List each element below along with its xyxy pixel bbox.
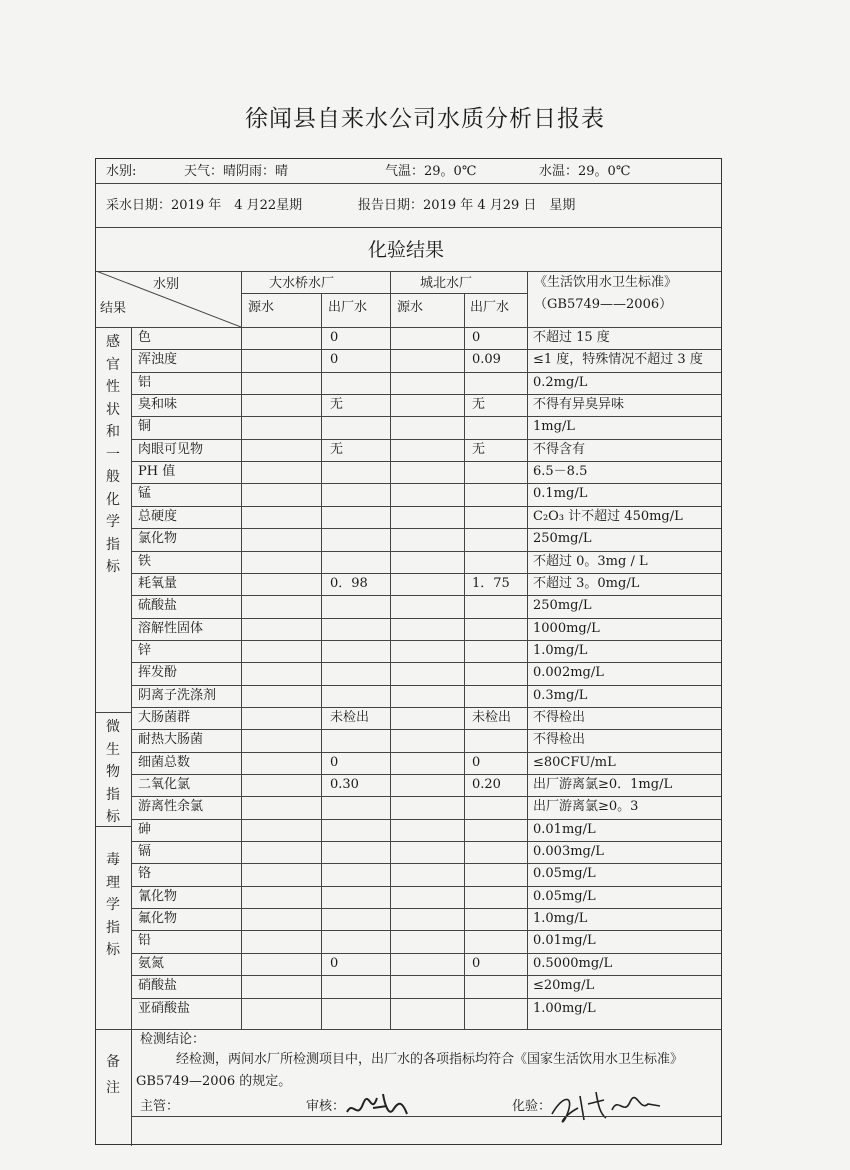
- cell-standard: 不超过 15 度: [533, 330, 610, 345]
- cell-standard: 0.05mg/L: [533, 866, 596, 882]
- divider: [96, 1029, 721, 1030]
- tester-label: 化验：: [512, 1099, 552, 1114]
- cell-item: 亚硝酸盐: [138, 1000, 191, 1016]
- row-divider: [131, 416, 721, 417]
- cell-p1-outlet: 未检出: [330, 709, 370, 725]
- cell-p2-outlet: 0: [472, 955, 481, 971]
- row-divider: [131, 372, 721, 373]
- reviewer-signature: [343, 1086, 413, 1126]
- cell-item: 硝酸盐: [138, 978, 178, 994]
- cell-standard: 出厂游离氯≥0．1mg/L: [533, 777, 673, 792]
- cell-item: 总硬度: [138, 508, 178, 524]
- row-divider: [131, 685, 721, 686]
- row-divider: [131, 774, 721, 775]
- cell-standard: ≤80CFU/mL: [533, 754, 616, 770]
- cell-standard: 0.5000mg/L: [533, 955, 613, 971]
- row-divider: [131, 640, 721, 641]
- cell-standard: 不得检出: [533, 732, 586, 748]
- group-label-sensory-chemical: 感官性状和一般化学指标: [106, 334, 120, 575]
- row-divider: [131, 841, 721, 842]
- cell-item: 色: [138, 330, 152, 345]
- weather-field: 天气：晴阴雨：晴: [184, 164, 289, 179]
- cell-item: 氨氮: [138, 955, 165, 971]
- row-divider: [131, 729, 721, 730]
- p1-outlet-header: 出厂水: [328, 300, 368, 315]
- divider: [96, 227, 721, 228]
- row-divider: [131, 908, 721, 909]
- row-divider: [131, 439, 721, 440]
- row-divider: [131, 506, 721, 507]
- row-divider: [131, 930, 721, 931]
- row-divider: [131, 953, 721, 954]
- cell-standard: 1.0mg/L: [533, 911, 588, 927]
- cell-standard: 1000mg/L: [533, 620, 600, 636]
- group-divider: [96, 712, 132, 713]
- cell-item: 耗氧量: [138, 575, 178, 591]
- cell-standard: 0.2mg/L: [533, 374, 588, 390]
- cell-standard: 0.003mg/L: [533, 844, 604, 860]
- column-line: [527, 271, 528, 1029]
- cell-standard: 0.01mg/L: [533, 933, 596, 949]
- cell-standard: 6.5－8.5: [533, 464, 588, 480]
- cell-standard: 1mg/L: [533, 419, 575, 435]
- standard-title: 《生活饮用水卫生标准》: [534, 275, 678, 290]
- row-divider: [131, 752, 721, 753]
- sampling-date: 采水日期：2019 年 4 月22星期: [106, 198, 303, 213]
- standard-code: （GB5749——2006）: [534, 297, 673, 312]
- p2-source-header: 源水: [397, 300, 424, 315]
- column-line: [321, 293, 322, 1029]
- reviewer-label: 审核：: [306, 1099, 346, 1114]
- cell-standard: 250mg/L: [533, 531, 592, 547]
- cell-standard: 不得检出: [533, 709, 586, 725]
- header-water-type: 水别: [153, 277, 180, 292]
- row-divider: [131, 461, 721, 462]
- cell-standard: 0.1mg/L: [533, 486, 588, 502]
- p1-source-header: 源水: [248, 300, 275, 315]
- row-divider: [131, 863, 721, 864]
- cell-p1-outlet: 无: [330, 441, 344, 457]
- row-divider: [131, 595, 721, 596]
- row-divider: [131, 528, 721, 529]
- row-divider: [131, 975, 721, 976]
- cell-p2-outlet: 0: [472, 754, 481, 770]
- cell-item: 锰: [138, 486, 152, 502]
- divider: [96, 183, 721, 184]
- cell-item: 溶解性固体: [138, 620, 204, 636]
- group-divider: [96, 826, 132, 827]
- row-divider: [131, 349, 721, 350]
- row-divider: [131, 483, 721, 484]
- cell-item: 阴离子洗涤剂: [138, 687, 217, 703]
- cell-standard: 1.00mg/L: [533, 1000, 596, 1016]
- cell-item: 大肠菌群: [138, 709, 191, 725]
- group-label-toxicology: 毒理学指标: [106, 852, 120, 958]
- divider: [241, 293, 527, 294]
- report-date: 报告日期：2019 年 4 月29 日 星期: [358, 198, 576, 213]
- cell-standard: 不超过 3。0mg/L: [533, 575, 640, 591]
- row-divider: [131, 618, 721, 619]
- cell-item: 浑浊度: [138, 352, 178, 368]
- row-divider: [131, 819, 721, 820]
- conclusion-text-continued: GB5749—2006 的规定。: [136, 1074, 292, 1089]
- cell-item: 耐热大肠菌: [138, 732, 204, 748]
- row-divider: [131, 998, 721, 999]
- cell-standard: 250mg/L: [533, 598, 592, 614]
- row-divider: [131, 394, 721, 395]
- cell-standard: ≤1 度，特殊情况不超过 3 度: [533, 352, 703, 368]
- remarks-label: 备注: [106, 1054, 120, 1096]
- cell-p1-outlet: 0: [330, 352, 339, 368]
- row-divider: [131, 707, 721, 708]
- cell-item: 铬: [138, 866, 152, 882]
- cell-item: 镉: [138, 844, 152, 860]
- water-type-label: 水别:: [106, 164, 137, 179]
- cell-item: 肉眼可见物: [138, 441, 204, 457]
- cell-standard: C₂O₃ 计不超过 450mg/L: [533, 508, 683, 524]
- column-line: [131, 327, 132, 1146]
- cell-item: PH 值: [138, 464, 176, 480]
- column-line: [241, 271, 242, 1029]
- cell-standard: 不得含有: [533, 441, 586, 457]
- cell-item: 铅: [138, 933, 152, 949]
- conclusion-label: 检测结论：: [140, 1032, 206, 1047]
- cell-standard: 1.0mg/L: [533, 642, 588, 658]
- row-divider: [131, 573, 721, 574]
- cell-p2-outlet: 0.09: [472, 352, 501, 368]
- cell-p2-outlet: 1．75: [472, 575, 510, 591]
- header-result: 结果: [100, 301, 127, 316]
- cell-item: 砷: [138, 821, 152, 837]
- cell-p2-outlet: 未检出: [472, 709, 512, 725]
- plant-dashuiqiao: 大水桥水厂: [269, 276, 335, 291]
- cell-item: 细菌总数: [138, 754, 191, 770]
- section-title: 化验结果: [368, 239, 445, 261]
- p2-outlet-header: 出厂水: [470, 300, 510, 315]
- page-title: 徐闻县自来水公司水质分析日报表: [245, 106, 605, 132]
- cell-standard: 0.3mg/L: [533, 687, 588, 703]
- cell-item: 臭和味: [138, 397, 178, 413]
- cell-item: 氯化物: [138, 531, 178, 547]
- cell-p2-outlet: 0: [472, 330, 481, 345]
- row-divider: [131, 662, 721, 663]
- conclusion-text: 经检测，两间水厂所检测项目中，出厂水的各项指标均符合《国家生活饮用水卫生标准》: [176, 1052, 684, 1067]
- cell-item: 氟化物: [138, 911, 178, 927]
- plant-chengbei: 城北水厂: [420, 276, 473, 291]
- group-label-microbial: 微生物指标: [106, 719, 120, 825]
- cell-standard: 0.01mg/L: [533, 821, 596, 837]
- cell-p1-outlet: 0.30: [330, 777, 359, 792]
- report-form: [95, 158, 722, 1145]
- cell-item: 铝: [138, 374, 152, 390]
- cell-item: 氰化物: [138, 888, 178, 904]
- cell-p1-outlet: 0: [330, 754, 339, 770]
- water-temperature: 水温：29。0℃: [539, 164, 631, 179]
- air-temperature: 气温：29。0℃: [385, 164, 477, 179]
- cell-p1-outlet: 0: [330, 955, 339, 971]
- cell-item: 锌: [138, 642, 152, 658]
- cell-standard: ≤20mg/L: [533, 978, 595, 994]
- cell-item: 铁: [138, 553, 152, 569]
- tester-signature: [548, 1086, 668, 1126]
- row-divider: [131, 886, 721, 887]
- cell-item: 挥发酚: [138, 665, 178, 681]
- column-line: [390, 271, 391, 1029]
- cell-standard: 不超过 0。3mg / L: [533, 553, 648, 569]
- divider: [96, 327, 721, 328]
- cell-p2-outlet: 无: [472, 397, 486, 413]
- cell-p1-outlet: 0．98: [330, 575, 368, 591]
- cell-p2-outlet: 无: [472, 441, 486, 457]
- cell-item: 游离性余氯: [138, 799, 204, 815]
- cell-item: 二氧化氯: [138, 777, 191, 792]
- cell-standard: 0.05mg/L: [533, 888, 596, 904]
- cell-item: 铜: [138, 419, 152, 435]
- cell-standard: 不得有异臭异味: [533, 397, 625, 413]
- row-divider: [131, 551, 721, 552]
- cell-item: 硫酸盐: [138, 598, 178, 614]
- cell-standard: 出厂游离氯≥0。3: [533, 799, 639, 815]
- supervisor-label: 主管：: [140, 1099, 180, 1114]
- row-divider: [131, 796, 721, 797]
- column-line: [464, 293, 465, 1029]
- divider: [131, 1116, 721, 1117]
- cell-p1-outlet: 0: [330, 330, 339, 345]
- cell-p2-outlet: 0.20: [472, 777, 501, 792]
- cell-p1-outlet: 无: [330, 397, 344, 413]
- cell-standard: 0.002mg/L: [533, 665, 604, 681]
